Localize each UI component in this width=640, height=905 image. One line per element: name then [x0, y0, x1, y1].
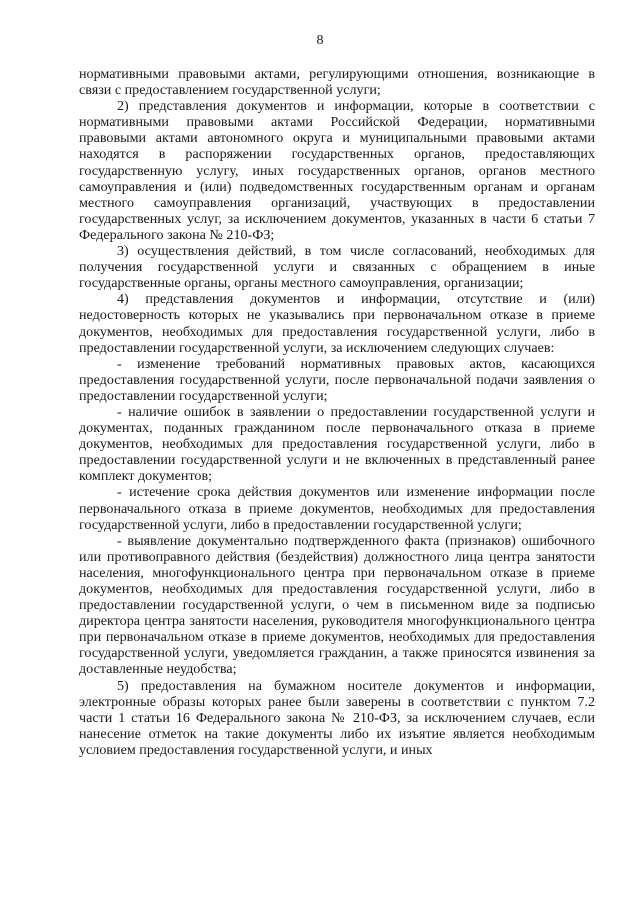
paragraph-item-3: 3) осуществления действий, в том числе согласований, необходимых для получения государственной услуги и связанных с обращением в иные государственные органы, органы местного самоуправления, организации;: [79, 243, 595, 292]
document-body: [79, 66, 595, 758]
paragraph-continuation: нормативными правовыми актами, регулирующими отношения, возникающие в связи с предоставлением государственной услуги;: [79, 66, 595, 99]
bullet-application-errors: - наличие ошибок в заявлении о предоставлении государственной услуги и документах, поданных гражданином после первоначального отказа в приеме документов, необходимых для предоставления государственной услуги, либо в предоставлении государственной услуги и не включенных в представленный ранее комплект документов;: [79, 403, 595, 485]
page-number: 8: [316, 33, 324, 48]
bullet-document-expiry: - истечение срока действия документов или изменение информации после первоначального отказа в приеме документов, необходимых для предоставления государственной услуги, либо в предоставлении государственной услуги;: [79, 484, 595, 533]
bullet-official-error: - выявление документально подтвержденного факта (признаков) ошибочного или противоправного действия (бездействия) должностного лица центра занятости населения, многофункционального центра при первоначальном отказе в приеме документов, необходимых для предоставления государственной услуги, либо в предоставлении государственной услуги, о чем в письменном виде за подписью директора центра занятости населения, руководителя многофункционального центра при первоначальном отказе в приеме документов, необходимых для предоставления государственной услуги, уведомляется гражданин, а также приносятся извинения за доставленные неудобства;: [79, 532, 595, 678]
paragraph-item-5: 5) предоставления на бумажном носителе документов и информации, электронные образы которых ранее были заверены в соответствии с пунктом 7.2 части 1 статьи 16 Федерального закона № 210-ФЗ, за исключением случаев, если нанесение отметок на такие документы либо их изъятие является необходимым условием предоставления государственной услуги, и иных: [79, 677, 595, 758]
paragraph-item-4: 4) представления документов и информации, отсутствие и (или) недостоверность которых не указывались при первоначальном отказе в приеме документов, необходимых для предоставления государственной услуги, либо в предоставлении государственной услуги, за исключением следующих случаев:: [79, 291, 595, 356]
bullet-requirements-change: - изменение требований нормативных правовых актов, касающихся предоставления государственной услуги, после первоначальной подачи заявления о предоставлении государственной услуги;: [79, 355, 595, 404]
paragraph-item-2: 2) представления документов и информации, которые в соответствии с нормативными правовыми актами Российской Федерации, нормативными правовыми актами автономного округа и муниципальными правовыми актами находятся в распоряжении государственных органов, предоставляющих государственную услугу, иных государственных органов, органов местного самоуправления и (или) подведомственных государственным органам и органам местного самоуправления организаций, участвующих в предоставлении государственных услуг, за исключением документов, указанных в части 6 статьи 7 Федерального закона № 210-ФЗ;: [79, 98, 595, 243]
